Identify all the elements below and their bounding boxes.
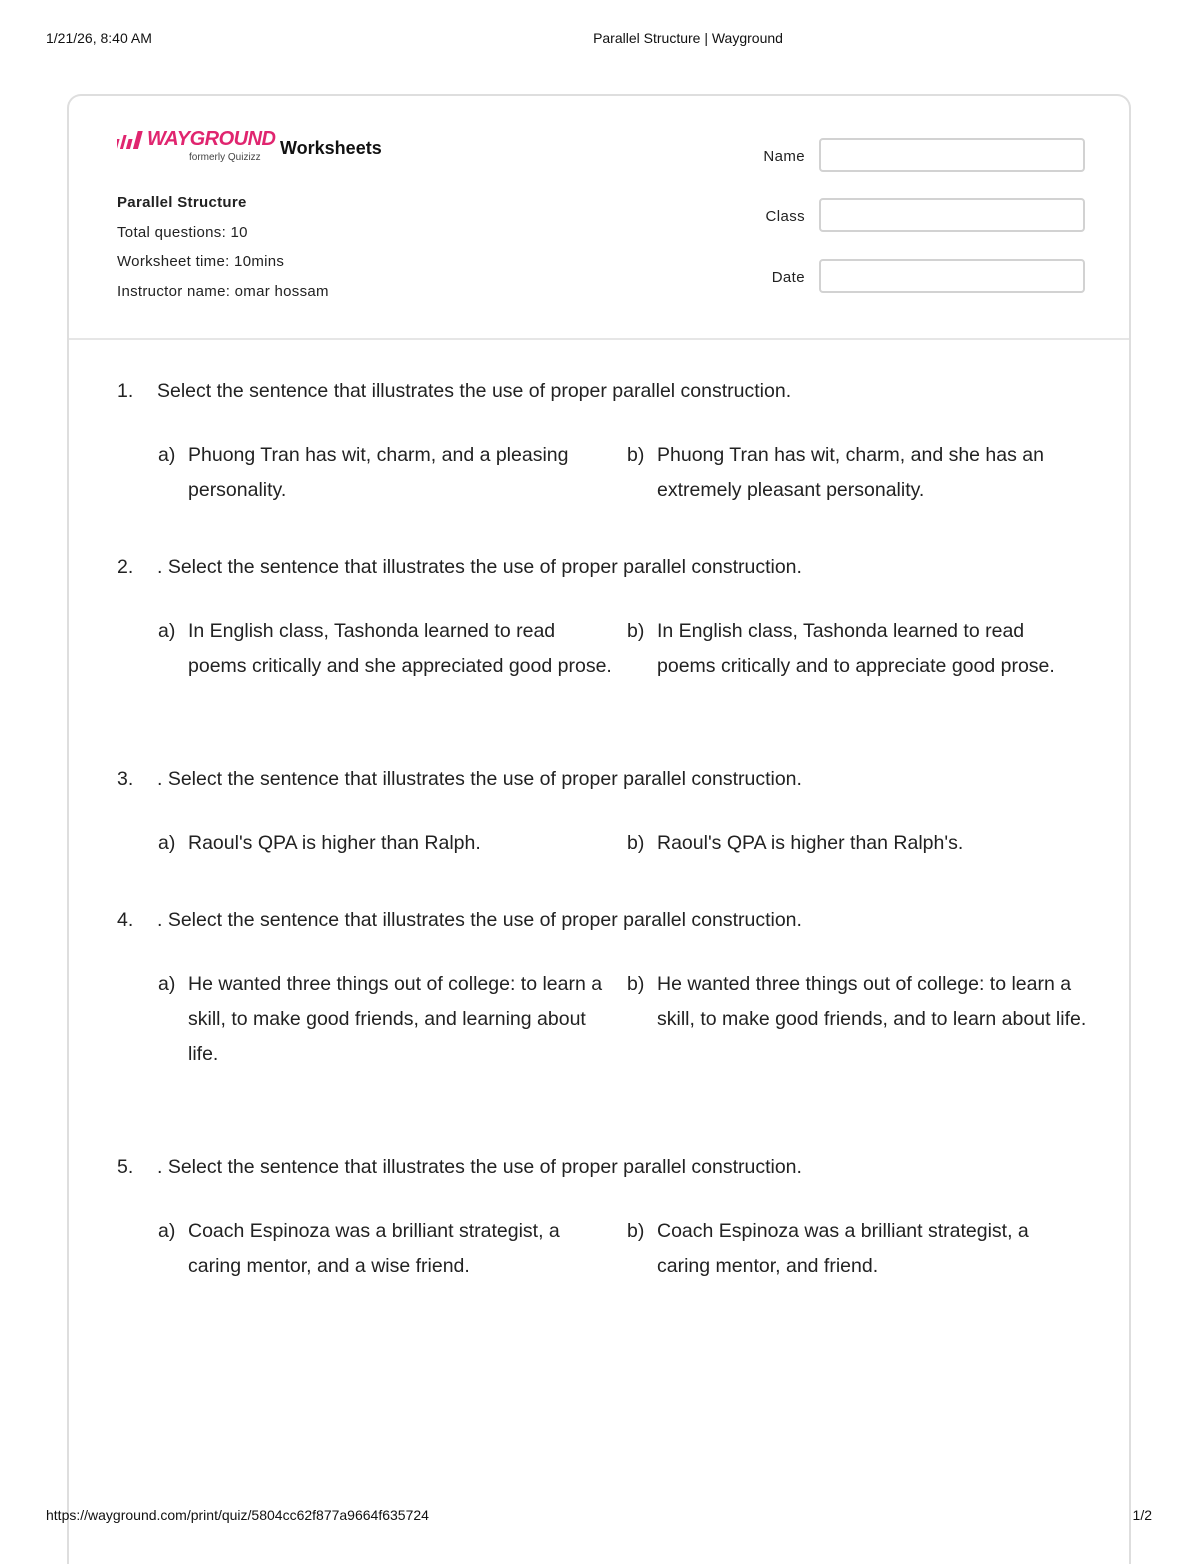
section-title: Worksheets bbox=[280, 138, 382, 158]
question-text: . Select the sentence that illustrates the use of proper parallel construction. bbox=[157, 909, 802, 931]
option-letter: b) bbox=[627, 1220, 645, 1242]
option-letter: a) bbox=[158, 832, 176, 854]
option-text: Raoul's QPA is higher than Ralph's. bbox=[657, 832, 964, 854]
page-number: 1/2 bbox=[1132, 1507, 1152, 1523]
option-letter: b) bbox=[627, 444, 645, 466]
print-url: https://wayground.com/print/quiz/5804cc62f877a9664f635724 bbox=[46, 1507, 429, 1523]
option-text: In English class, Tashonda learned to read poems critically and she appreciated good prose. bbox=[188, 620, 612, 677]
option-text: Raoul's QPA is higher than Ralph. bbox=[188, 832, 481, 854]
option-letter: a) bbox=[158, 973, 176, 995]
option-text: In English class, Tashonda learned to read poems critically and to appreciate good prose. bbox=[657, 620, 1055, 677]
option-letter: b) bbox=[627, 620, 645, 642]
option-text: Phuong Tran has wit, charm, and she has an extremely pleasant personality. bbox=[657, 444, 1044, 501]
logo-wordmark: WAYGROUND bbox=[147, 128, 276, 150]
question-text: . Select the sentence that illustrates the use of proper parallel construction. bbox=[157, 1156, 802, 1178]
instructor-name: Instructor name: omar hossam bbox=[117, 282, 329, 300]
option-letter: a) bbox=[158, 1220, 176, 1242]
date-label: Date bbox=[771, 269, 805, 286]
print-page-title: Parallel Structure | Wayground bbox=[593, 30, 783, 46]
question-number: 1. bbox=[117, 380, 134, 402]
option-text: Phuong Tran has wit, charm, and a pleasing personality. bbox=[188, 444, 569, 501]
logo-subtext: formerly Quizizz bbox=[189, 152, 261, 163]
option-letter: b) bbox=[627, 832, 645, 854]
class-label: Class bbox=[765, 208, 805, 225]
date-field[interactable] bbox=[819, 259, 1085, 293]
date-field-row bbox=[669, 259, 1087, 295]
option-letter: a) bbox=[158, 444, 176, 466]
class-field-row bbox=[669, 198, 1087, 234]
total-questions: Total questions: 10 bbox=[117, 223, 248, 241]
question-text: . Select the sentence that illustrates the use of proper parallel construction. bbox=[157, 556, 802, 578]
option-text: Coach Espinoza was a brilliant strategist, a caring mentor, and friend. bbox=[657, 1220, 1029, 1277]
question-number: 5. bbox=[117, 1156, 134, 1178]
worksheet-meta bbox=[117, 194, 329, 312]
option-text: Coach Espinoza was a brilliant strategist, a caring mentor, and a wise friend. bbox=[188, 1220, 560, 1277]
question-text: . Select the sentence that illustrates the use of proper parallel construction. bbox=[157, 768, 802, 790]
option-text: He wanted three things out of college: to learn a skill, to make good friends, and learning about life. bbox=[188, 973, 603, 1065]
worksheet-card bbox=[67, 94, 1131, 1564]
name-field[interactable] bbox=[819, 138, 1085, 172]
print-datetime: 1/21/26, 8:40 AM bbox=[46, 30, 152, 46]
option-text: He wanted three things out of college: to learn a skill, to make good friends, and to learn about life. bbox=[657, 973, 1087, 1030]
question-number: 4. bbox=[117, 909, 134, 931]
worksheet-title: Parallel Structure bbox=[117, 194, 247, 211]
worksheet-header bbox=[69, 96, 1129, 340]
class-field[interactable] bbox=[819, 198, 1085, 232]
option-letter: a) bbox=[158, 620, 176, 642]
option-letter: b) bbox=[627, 973, 645, 995]
question-number: 2. bbox=[117, 556, 134, 578]
question-text: Select the sentence that illustrates the use of proper parallel construction. bbox=[157, 380, 792, 402]
name-field-row bbox=[669, 138, 1087, 174]
question-number: 3. bbox=[117, 768, 134, 790]
name-label: Name bbox=[763, 148, 805, 165]
worksheet-time: Worksheet time: 10mins bbox=[117, 253, 285, 270]
wayground-logo-icon bbox=[117, 130, 147, 152]
